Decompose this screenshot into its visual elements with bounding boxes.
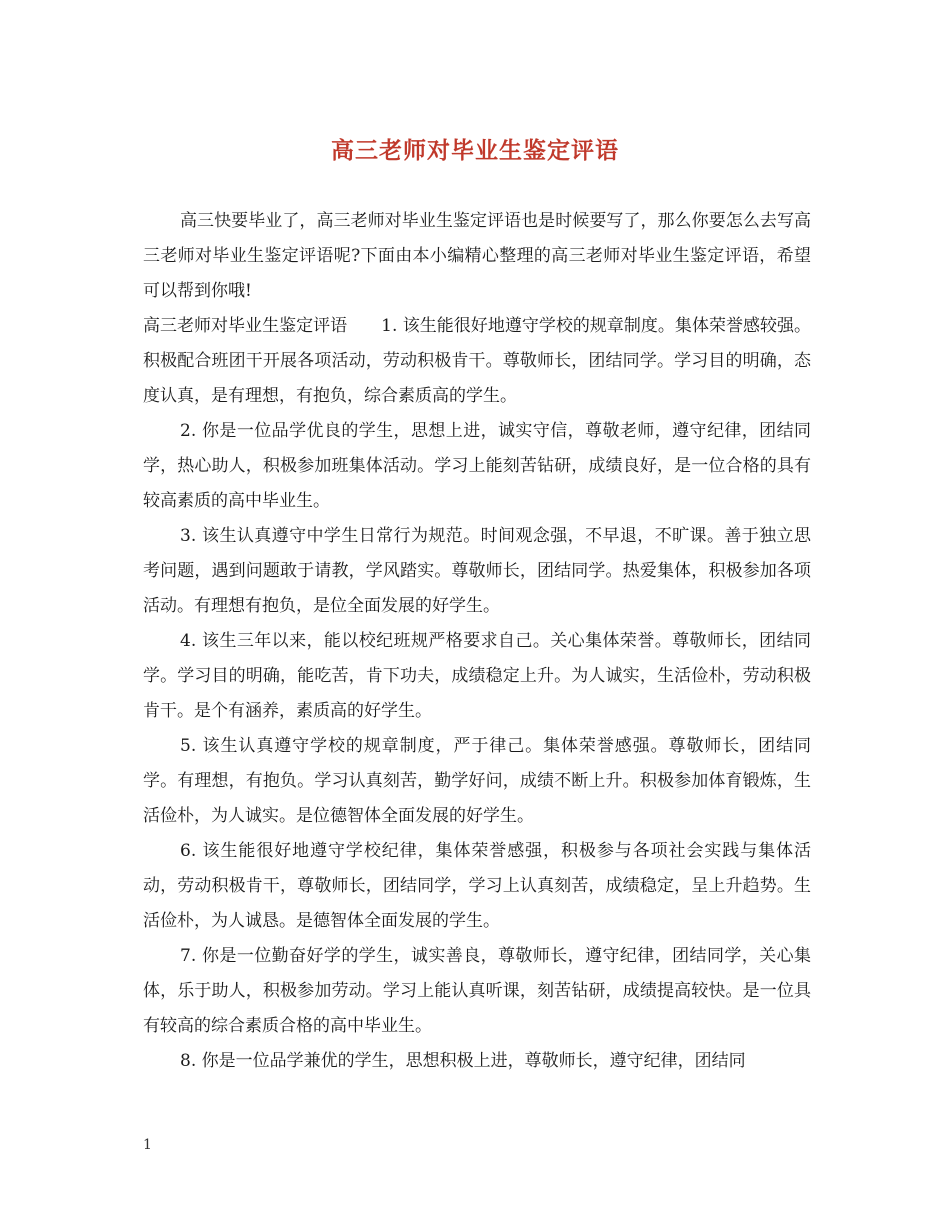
document-title: 高三老师对毕业生鉴定评语 [331,137,619,164]
comment-paragraph-1: 高三老师对毕业生鉴定评语 1. 该生能很好地遵守学校的规章制度。集体荣誉感较强。积极配合班团干开展各项活动，劳动积极肯干。尊敬师长，团结同学。学习目的明确，态度认真，是有理想，有抱负，综合素质高的学生。 [143,316,811,406]
comment-paragraph-5: 5. 该生认真遵守学校的规章制度，严于律己。集体荣誉感强。尊敬师长，团结同学。有理想，有抱负。学习认真刻苦，勤学好问，成绩不断上升。积极参加体育锻炼，生活俭朴，为人诚实。是位德智体全面发展的好学生。 [143,736,811,826]
comment-paragraph-3: 3. 该生认真遵守中学生日常行为规范。时间观念强，不早退，不旷课。善于独立思考问题，遇到问题敢于请教，学风踏实。尊敬师长，团结同学。热爱集体，积极参加各项活动。有理想有抱负，是位全面发展的好学生。 [143,526,811,616]
comment-paragraph-8: 8. 你是一位品学兼优的学生，思想积极上进，尊敬师长，遵守纪律，团结同 [180,1051,746,1071]
document-body [143,204,811,1079]
comment-paragraph-6: 6. 该生能很好地遵守学校纪律，集体荣誉感强，积极参与各项社会实践与集体活动，劳动积极肯干，尊敬师长，团结同学，学习上认真刻苦，成绩稳定，呈上升趋势。生活俭朴，为人诚恳。是德智体全面发展的学生。 [143,841,811,931]
comment-paragraph-4: 4. 该生三年以来，能以校纪班规严格要求自己。关心集体荣誉。尊敬师长，团结同学。学习目的明确，能吃苦，肯下功夫，成绩稳定上升。为人诚实，生活俭朴，劳动积极肯干。是个有涵养，素质高的好学生。 [143,631,811,721]
page-number: 1 [143,1137,152,1153]
comment-paragraph-2: 2. 你是一位品学优良的学生，思想上进，诚实守信，尊敬老师，遵守纪律，团结同学，热心助人，积极参加班集体活动。学习上能刻苦钻研，成绩良好，是一位合格的具有较高素质的高中毕业生。 [143,421,811,511]
comment-paragraph-7: 7. 你是一位勤奋好学的学生，诚实善良，尊敬师长，遵守纪律，团结同学，关心集体，乐于助人，积极参加劳动。学习上能认真听课，刻苦钻研，成绩提高较快。是一位具有较高的综合素质合格的高中毕业生。 [143,946,811,1036]
intro-paragraph: 高三快要毕业了，高三老师对毕业生鉴定评语也是时候要写了，那么你要怎么去写高三老师对毕业生鉴定评语呢?下面由本小编精心整理的高三老师对毕业生鉴定评语，希望可以帮到你哦! [143,211,811,301]
